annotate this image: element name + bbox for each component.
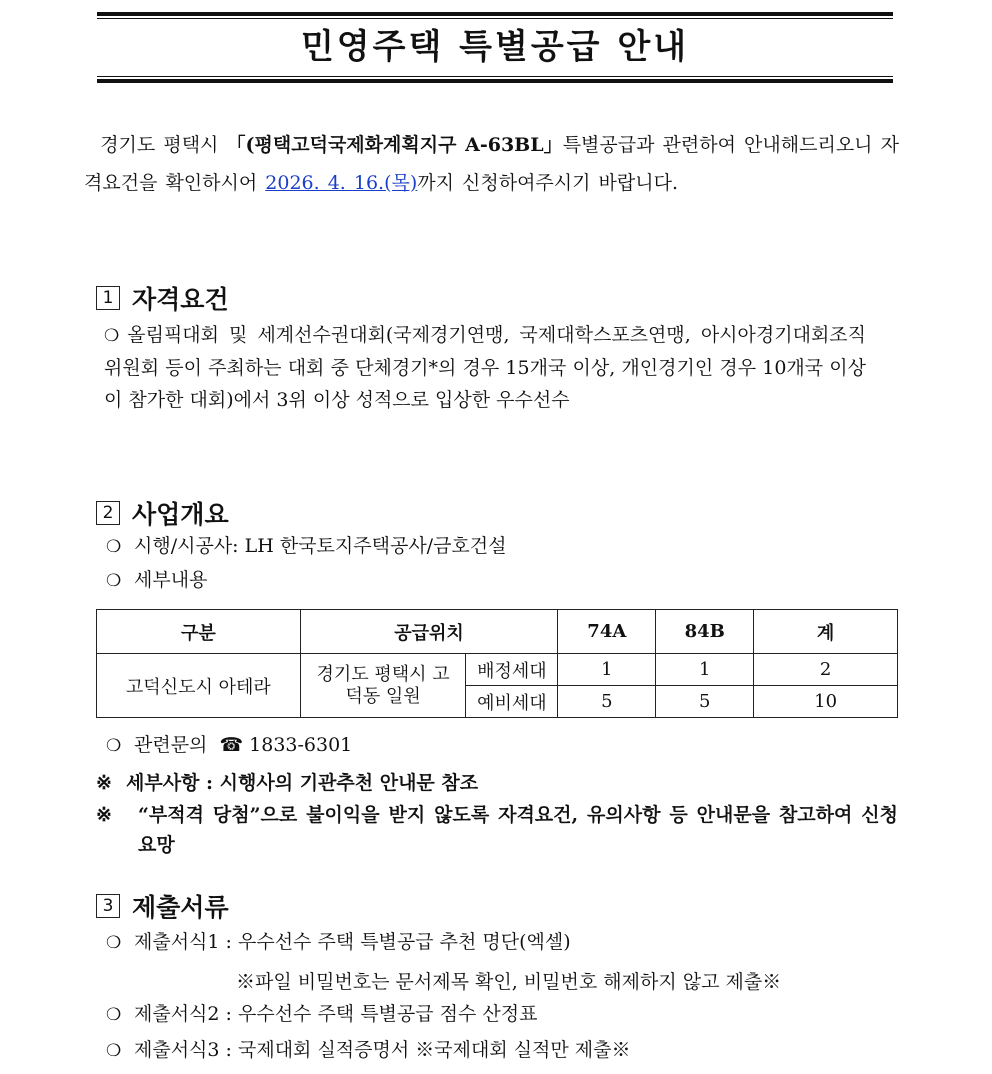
- count-74a: 5: [558, 686, 656, 718]
- intro-mid: 특별공급과 관련하여 안내해드리오니 자격요건을 확인하시어: [84, 134, 899, 194]
- contact-line: [106, 729, 352, 762]
- contact-label: 관련문의: [134, 734, 208, 756]
- intro-paragraph: [84, 126, 899, 202]
- header-category: 구분: [97, 610, 301, 654]
- count-total: 10: [754, 686, 898, 718]
- section-heading-documents: [96, 888, 229, 924]
- note-details-text: 세부사항 : 시행사의 기관추천 안내문 참조: [126, 772, 479, 794]
- phone-icon: ☎: [219, 734, 244, 756]
- section-number: 3: [96, 894, 120, 918]
- unit-type: 배정세대: [466, 654, 558, 686]
- bullet-icon: ❍: [104, 326, 120, 346]
- note-warning: [96, 800, 898, 860]
- document-form3: 제출서식3 : 국제대회 실적증명서 ※국제대회 실적만 제출※: [134, 1039, 631, 1061]
- document-form1-note: ※파일 비밀번호는 문서제목 확인, 비밀번호 해제하지 않고 제출※: [236, 971, 782, 993]
- count-84b: 5: [656, 686, 754, 718]
- document-form1: 제출서식1 : 우수선수 주택 특별공급 추천 명단(엑셀): [134, 931, 571, 953]
- bullet-icon: ❍: [106, 537, 122, 557]
- title-rule-bottom-thin: [97, 76, 893, 77]
- section-number: 2: [96, 501, 120, 525]
- count-total: 2: [754, 654, 898, 686]
- intro-prefix: 경기도 평택시: [100, 134, 227, 156]
- bullet-icon: ❍: [106, 1041, 122, 1061]
- document-item: [106, 926, 571, 959]
- unit-type: 예비세대: [466, 686, 558, 718]
- supply-table: [96, 609, 898, 718]
- header-74a: 74A: [558, 610, 656, 654]
- note-mark: ※: [96, 772, 112, 794]
- project-name: 「(평택고덕국제화계획지구 A-63BL」: [226, 134, 563, 156]
- section-heading-qualification: [96, 280, 229, 316]
- count-84b: 1: [656, 654, 754, 686]
- note-details: [96, 768, 478, 798]
- section-number: 1: [96, 286, 120, 310]
- complex-name: 고덕신도시 아테라: [97, 654, 301, 718]
- title-rule-top-thick: [97, 12, 893, 16]
- phone-number: 1833-6301: [249, 734, 353, 756]
- section-title: 자격요건: [132, 285, 229, 314]
- deadline-date: 2026. 4. 16.(목): [265, 172, 418, 194]
- qualification-text: 올림픽대회 및 세계선수권대회(국제경기연맹, 국제대학스포츠연맹, 아시아경기대회조직위원회 등이 주최하는 대회 중 단체경기*의 경우 15개국 이상, 개인경기인 경우 10개국 이상이 참가한 대회)에서 3위 이상 성적으로 입상한 우수선수: [104, 324, 866, 411]
- count-74a: 1: [558, 654, 656, 686]
- details-line: [106, 564, 207, 597]
- section-title: 사업개요: [132, 500, 229, 529]
- document-item: [106, 1034, 631, 1067]
- bullet-icon: ❍: [106, 571, 122, 591]
- qualification-paragraph: [104, 319, 866, 416]
- section-heading-business: [96, 495, 229, 531]
- intro-suffix: 까지 신청하여주시기 바랍니다.: [417, 172, 678, 194]
- table-row: [97, 654, 898, 686]
- note-warning-text: “부적격 당첨”으로 불이익을 받지 않도록 자격요건, 유의사항 등 안내문을 참고하여 신청 요망: [138, 804, 898, 856]
- title-rule-top-thin: [97, 18, 893, 19]
- header-total: 계: [754, 610, 898, 654]
- document-form2: 제출서식2 : 우수선수 주택 특별공급 점수 산정표: [134, 1003, 538, 1025]
- builder-line: [106, 530, 507, 563]
- header-84b: 84B: [656, 610, 754, 654]
- bullet-icon: ❍: [106, 933, 122, 953]
- document-item: [106, 998, 537, 1031]
- header-location: 공급위치: [300, 610, 558, 654]
- bullet-icon: ❍: [106, 1005, 122, 1025]
- details-text: 세부내용: [134, 569, 208, 591]
- page-title: 민영주택 특별공급 안내: [300, 27, 690, 67]
- note-mark: ※: [96, 804, 112, 826]
- supply-location: 경기도 평택시 고덕동 일원: [300, 654, 466, 718]
- title-rule-bottom-thick: [97, 79, 893, 83]
- bullet-icon: ❍: [106, 736, 122, 756]
- section-title: 제출서류: [132, 893, 229, 922]
- table-header-row: [97, 610, 898, 654]
- builder-text: 시행/시공사: LH 한국토지주택공사/금호건설: [134, 535, 507, 557]
